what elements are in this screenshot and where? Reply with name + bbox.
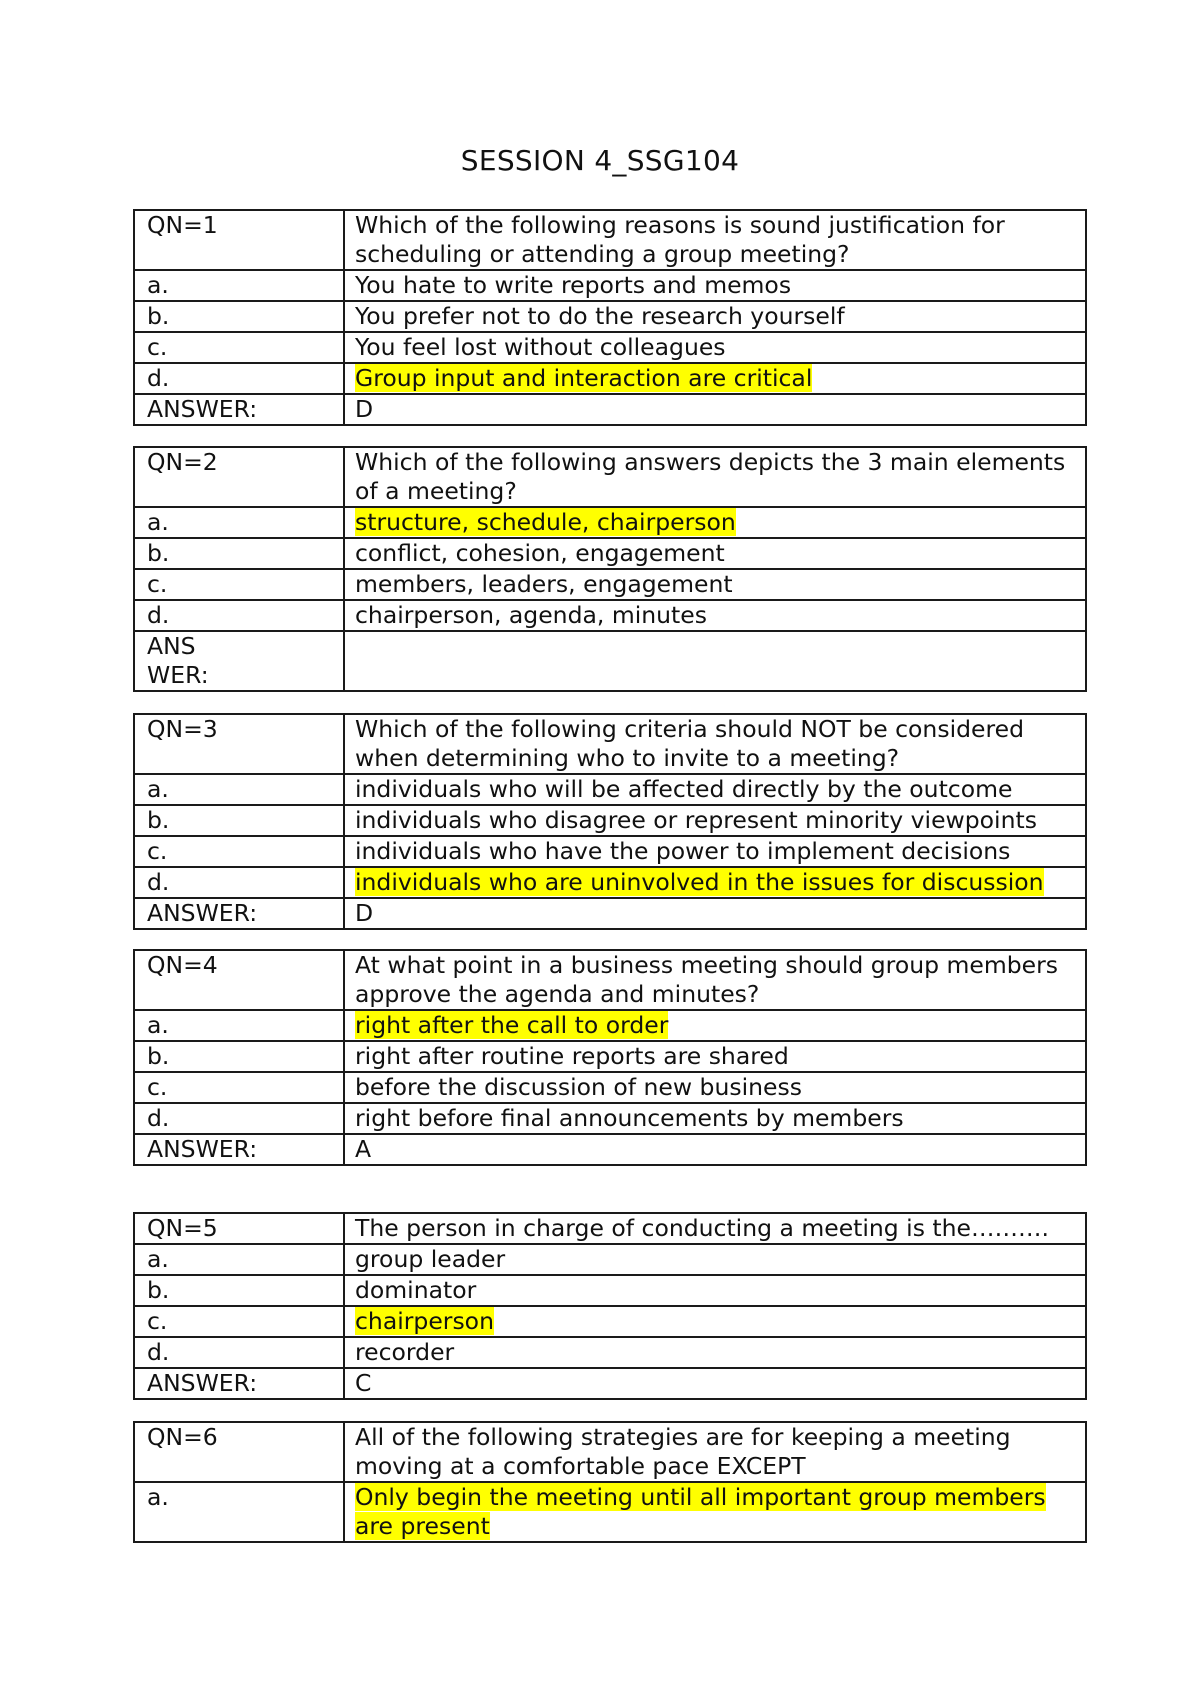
question-text: At what point in a business meeting should group members approve the agenda and minutes? xyxy=(344,950,1086,1010)
option-text: group leader xyxy=(355,1245,506,1273)
option-text-highlighted: chairperson xyxy=(355,1307,494,1335)
option-row xyxy=(134,1275,1086,1306)
option-label: b. xyxy=(134,301,344,332)
option-label: d. xyxy=(134,867,344,898)
answer-row xyxy=(134,898,1086,929)
option-text-highlighted: Only begin the meeting until all important group members are present xyxy=(355,1483,1046,1540)
option-text: You feel lost without colleagues xyxy=(355,333,726,361)
question-table-4 xyxy=(133,949,1087,1166)
answer-row xyxy=(134,631,1086,691)
question-number: QN=4 xyxy=(134,950,344,1010)
option-row xyxy=(134,1072,1086,1103)
question-row xyxy=(134,447,1086,507)
question-number: QN=2 xyxy=(134,447,344,507)
option-row xyxy=(134,1244,1086,1275)
option-label: c. xyxy=(134,332,344,363)
answer-row xyxy=(134,394,1086,425)
option-label: c. xyxy=(134,569,344,600)
option-label: a. xyxy=(134,1244,344,1275)
option-text: recorder xyxy=(355,1338,455,1366)
option-text: individuals who disagree or represent minority viewpoints xyxy=(355,806,1037,834)
option-label: a. xyxy=(134,507,344,538)
question-number: QN=6 xyxy=(134,1422,344,1482)
option-label: c. xyxy=(134,1306,344,1337)
option-row xyxy=(134,301,1086,332)
option-row xyxy=(134,538,1086,569)
option-text: individuals who have the power to implement decisions xyxy=(355,837,1011,865)
answer-row xyxy=(134,1368,1086,1399)
answer-value: A xyxy=(344,1134,1086,1165)
answer-label: ANSWER: xyxy=(134,1134,344,1165)
option-label: b. xyxy=(134,538,344,569)
option-row xyxy=(134,836,1086,867)
option-label: c. xyxy=(134,1072,344,1103)
option-row xyxy=(134,1337,1086,1368)
option-row xyxy=(134,805,1086,836)
option-label: a. xyxy=(134,774,344,805)
question-table-1 xyxy=(133,209,1087,426)
option-label: b. xyxy=(134,1275,344,1306)
answer-row xyxy=(134,1134,1086,1165)
option-row xyxy=(134,1041,1086,1072)
question-text: Which of the following reasons is sound justification for scheduling or attending a group meeting? xyxy=(344,210,1086,270)
option-text: conflict, cohesion, engagement xyxy=(355,539,725,567)
question-row xyxy=(134,210,1086,270)
question-row xyxy=(134,950,1086,1010)
option-row xyxy=(134,1103,1086,1134)
question-table-6 xyxy=(133,1421,1087,1543)
answer-label: ANSWER: xyxy=(134,394,344,425)
question-number: QN=3 xyxy=(134,714,344,774)
option-row xyxy=(134,1482,1086,1542)
option-text-highlighted: individuals who are uninvolved in the issues for discussion xyxy=(355,868,1044,896)
option-row xyxy=(134,1306,1086,1337)
page-title: SESSION 4_SSG104 xyxy=(460,144,740,177)
option-label: b. xyxy=(134,1041,344,1072)
answer-value: D xyxy=(344,898,1086,929)
answer-value: D xyxy=(344,394,1086,425)
option-text: before the discussion of new business xyxy=(355,1073,802,1101)
question-row xyxy=(134,1213,1086,1244)
option-label: d. xyxy=(134,600,344,631)
answer-value: C xyxy=(344,1368,1086,1399)
option-row xyxy=(134,363,1086,394)
option-text: chairperson, agenda, minutes xyxy=(355,601,707,629)
option-label: d. xyxy=(134,1337,344,1368)
option-text: You prefer not to do the research yourself xyxy=(355,302,845,330)
option-row xyxy=(134,569,1086,600)
question-table-5 xyxy=(133,1212,1087,1400)
option-row xyxy=(134,332,1086,363)
question-row xyxy=(134,1422,1086,1482)
option-row xyxy=(134,867,1086,898)
option-label: a. xyxy=(134,270,344,301)
option-row xyxy=(134,507,1086,538)
option-row xyxy=(134,774,1086,805)
option-label: a. xyxy=(134,1010,344,1041)
option-text: You hate to write reports and memos xyxy=(355,271,792,299)
option-label: b. xyxy=(134,805,344,836)
question-text: All of the following strategies are for keeping a meeting moving at a comfortable pace EXCEPT xyxy=(344,1422,1086,1482)
option-row xyxy=(134,1010,1086,1041)
answer-value xyxy=(344,631,1086,691)
option-text: right after routine reports are shared xyxy=(355,1042,789,1070)
answer-label: ANSWER: xyxy=(134,1368,344,1399)
question-text: Which of the following criteria should NOT be considered when determining who to invite to a meeting? xyxy=(344,714,1086,774)
option-text: members, leaders, engagement xyxy=(355,570,733,598)
option-text-highlighted: structure, schedule, chairperson xyxy=(355,508,736,536)
question-text: Which of the following answers depicts the 3 main elements of a meeting? xyxy=(344,447,1086,507)
question-text: The person in charge of conducting a meeting is the………. xyxy=(344,1213,1086,1244)
answer-label: ANSWER: xyxy=(134,898,344,929)
question-number: QN=5 xyxy=(134,1213,344,1244)
option-text: individuals who will be affected directly by the outcome xyxy=(355,775,1013,803)
question-number: QN=1 xyxy=(134,210,344,270)
option-label: c. xyxy=(134,836,344,867)
option-label: a. xyxy=(134,1482,344,1542)
answer-label: ANS WER: xyxy=(134,631,344,691)
question-row xyxy=(134,714,1086,774)
question-table-2 xyxy=(133,446,1087,692)
option-row xyxy=(134,270,1086,301)
option-label: d. xyxy=(134,1103,344,1134)
option-row xyxy=(134,600,1086,631)
question-table-3 xyxy=(133,713,1087,930)
option-text: right before final announcements by members xyxy=(355,1104,904,1132)
option-label: d. xyxy=(134,363,344,394)
option-text-highlighted: right after the call to order xyxy=(355,1011,669,1039)
option-text-highlighted: Group input and interaction are critical xyxy=(355,364,813,392)
option-text: dominator xyxy=(355,1276,477,1304)
